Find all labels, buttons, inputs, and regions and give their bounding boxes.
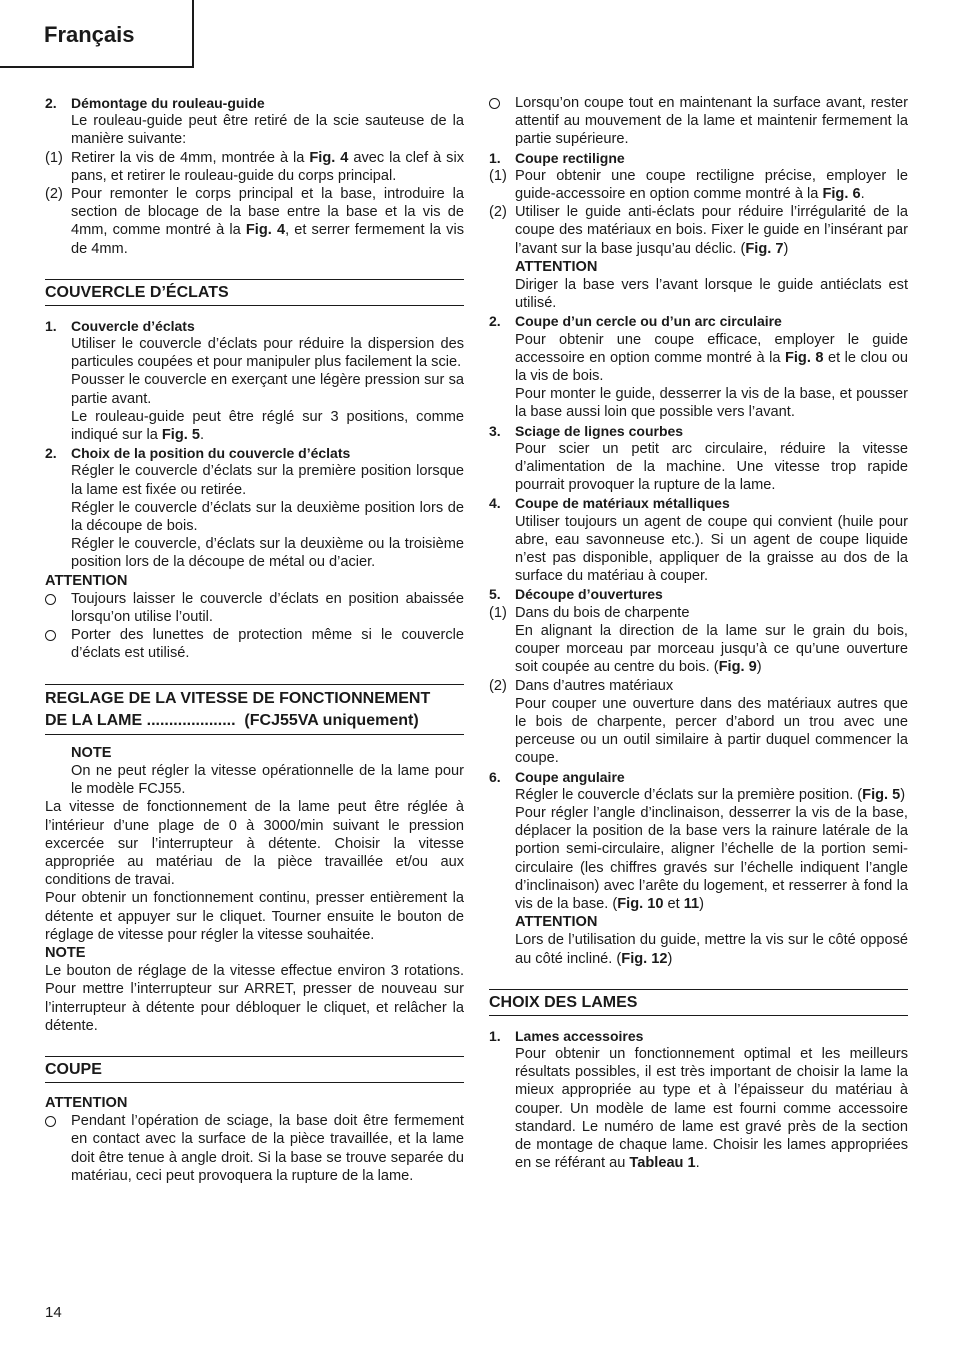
paragraph: Pour obtenir une coupe efficace, employer le guide accessoire en option comme montré à la Fig. 8 et le clou ou la vis de bois. <box>515 331 908 385</box>
item-heading: 1. Couvercle d’éclats <box>45 317 195 334</box>
list-item: (1) Dans du bois de charpente <box>489 604 690 621</box>
paragraph: Pour couper une ouverture dans des matériaux autres que le bois de charpente, percer d’abord un trou avec une perceuse ou un outil similaire à partir duquel commencer la coupe. <box>515 695 908 767</box>
paragraph: On ne peut régler la vitesse opérationnelle de la lame pour le modèle FCJ55. <box>71 762 464 798</box>
list-item: (2) Dans d’autres matériaux <box>489 677 674 694</box>
item-heading: 3. Sciage de lignes courbes <box>489 422 684 439</box>
paragraph: Pour monter le guide, desserrer la vis de la base, et pousser la base aussi loin que possible vers l’avant. <box>515 386 908 421</box>
bullet-item: Lorsqu’on coupe tout en maintenant la surface avant, rester attentif au mouvement de la lame et maintenir fermement la partie supérieure. <box>489 94 908 149</box>
item-heading: 2. Coupe d’un cercle ou d’un arc circulaire <box>489 313 782 330</box>
paragraph: Pousser le couvercle en exerçant une légère pression sur sa partie avant. <box>71 372 464 407</box>
paragraph: Pour régler l’angle d’inclinaison, desserrer la vis de la base, déplacer la position de la base vers la rainure latérale de la portion semi-circulaire, aligner l’échelle de la portion semi-circulaire (les chiffres gravés sur l’échelle indiquent l’angle d’inclinaison) avec l’arête du logement, et resserrer à fond la vis de la base. (Fig. 10 et 11) <box>515 804 908 912</box>
list-item: (1) Pour obtenir une coupe rectiligne précise, employer le guide-accessoire en option comme montré à la Fig. 6. <box>489 167 908 203</box>
item-heading: 4. Coupe de matériaux métalliques <box>489 495 730 512</box>
paragraph: Régler le couvercle d’éclats sur la première position lorsque la lame est fixée ou retirée. <box>71 463 464 498</box>
section-heading: CHOIX DES LAMES <box>489 989 908 1016</box>
list-item: (2) Utiliser le guide anti-éclats pour réduire l’irrégularité de la coupe des matériaux en bois. Fixer le guide en l’insérant par l’avant sur la base jusqu’au déclic. (Fig. 7) <box>489 204 908 257</box>
bullet-item: Porter des lunettes de protection même si le couvercle d’éclats est utilisé. <box>45 626 464 662</box>
left-column <box>45 94 464 1185</box>
paragraph: Le rouleau-guide peut être réglé sur 3 positions, comme indiqué sur la Fig. 5. <box>71 408 464 444</box>
paragraph: Régler le couvercle d’éclats sur la première position. (Fig. 5) <box>515 786 906 803</box>
section-heading: COUVERCLE D’ÉCLATS <box>45 279 464 306</box>
note-label: NOTE <box>71 744 112 761</box>
language-tab <box>0 0 194 68</box>
item-heading: 6. Coupe angulaire <box>489 768 625 785</box>
paragraph: Le rouleau-guide peut être retiré de la scie sauteuse de la manière suivante: <box>71 113 464 148</box>
paragraph: Utiliser toujours un agent de coupe qui convient (huile pour abre, eau savonneuse etc.). Si un agent de coupe liquide n’est pas disponible, appliquer de la graisse au dos de la surface du matériau à couper. <box>515 513 908 585</box>
item-heading: 1. Lames accessoires <box>489 1027 644 1044</box>
circle-bullet-icon <box>45 630 56 641</box>
paragraph: En alignant la direction de la lame sur le grain du bois, couper morceau par morceau jusqu’à ce qu’une ouverture soit coupée au centre du bois. (Fig. 9) <box>515 622 908 676</box>
paragraph: Pour obtenir un fonctionnement optimal et les meilleurs résultats possibles, il est très important de choisir la lame la mieux appropriée au type et à l’épaisseur du matériau à couper. Un modèle de lame est fourni comme accessoire standard. Le numéro de lame est gravé près de la section de montage de chaque lame. Choisir les lames appropriées en se référant au Tableau 1. <box>515 1045 908 1172</box>
circle-bullet-icon <box>45 594 56 605</box>
language-label: Français <box>44 22 135 47</box>
paragraph: Pour scier un petit arc circulaire, réduire la vitesse d’alimentation de la machine. Une vitesse trop rapide pourrait provoquer la rupture de la lame. <box>515 440 908 494</box>
note-label: NOTE <box>45 944 86 961</box>
item-heading: 2. Démontage du rouleau-guide <box>45 95 265 111</box>
attention-label: ATTENTION <box>515 914 598 931</box>
circle-bullet-icon <box>45 1116 56 1127</box>
paragraph: Régler le couvercle, d’éclats sur la deuxième ou la troisième position lors de la découpe de métal ou d’acier. <box>71 536 464 571</box>
paragraph: Le bouton de réglage de la vitesse effectue environ 3 rotations. Pour mettre l’interrupteur sur ARRET, presser de nouveau sur l’interrupteur à détente pour débloquer le cliquet, et relâcher la détente. <box>45 963 464 1034</box>
page-number: 14 <box>45 1304 62 1321</box>
paragraph: La vitesse de fonctionnement de la lame peut être réglée à l’intérieur d’une plage de 0 à 3000/min suivant le pression excercée sur l’interrupteur à détente. Choisir la vitesse appropriée au matériau de la pièce travaillée et/ou aux conditions de travai. <box>45 799 464 889</box>
paragraph: Lors de l’utilisation du guide, mettre la vis sur le côté opposé au côté incliné. (Fig. 12) <box>515 932 908 967</box>
section-heading: COUPE <box>45 1056 464 1083</box>
attention-label: ATTENTION <box>45 1094 128 1111</box>
paragraph: Utiliser le couvercle d’éclats pour réduire la dispersion des particules coupées et pour manipuler plus facilement la scie. <box>71 336 464 371</box>
bullet-item: Pendant l’opération de sciage, la base doit être fermement en contact avec la surface de la pièce travaillée, et la lame doit être tenue à angle droit. Si la base se trouve separée du matériau, ceci peut provoquera la rupture de la lame. <box>45 1112 464 1185</box>
paragraph: Pour obtenir un fonctionnement continu, presser entièrement la détente et appuyer sur le cliquet. Tourner ensuite le bouton de réglage de vitesse pour régler la vitesse souhaitée. <box>45 890 464 943</box>
paragraph: Régler le couvercle d’éclats sur la deuxième position lors de la découpe de bois. <box>71 499 464 535</box>
paragraph: Diriger la base vers l’avant lorsque le guide antiéclats est utilisé. <box>515 277 908 312</box>
right-column <box>489 94 908 1172</box>
attention-label: ATTENTION <box>45 572 128 589</box>
item-heading: 5. Découpe d’ouvertures <box>489 586 663 603</box>
list-item: (2) Pour remonter le corps principal et la base, introduire la section de blocage de la base entre la base et la vis de 4mm, comme montré à la Fig. 4, et serrer fermement la vis de 4mm. <box>45 186 464 257</box>
attention-label: ATTENTION <box>515 258 598 275</box>
item-heading: 1. Coupe rectiligne <box>489 149 625 166</box>
bullet-item: Toujours laisser le couvercle d’éclats en position abaissée lorsqu’on utilise l’outil. <box>45 590 464 626</box>
section-heading: REGLAGE DE LA VITESSE DE FONCTIONNEMENT DE LA LAME .................... (FCJ55VA uniquement) <box>45 684 464 735</box>
item-heading: 2. Choix de la position du couvercle d’éclats <box>45 445 351 462</box>
circle-bullet-icon <box>489 98 500 109</box>
list-item: (1) Retirer la vis de 4mm, montrée à la Fig. 4 avec la clef à six pans, et retirer le rouleau-guide du corps principal. <box>45 149 464 184</box>
